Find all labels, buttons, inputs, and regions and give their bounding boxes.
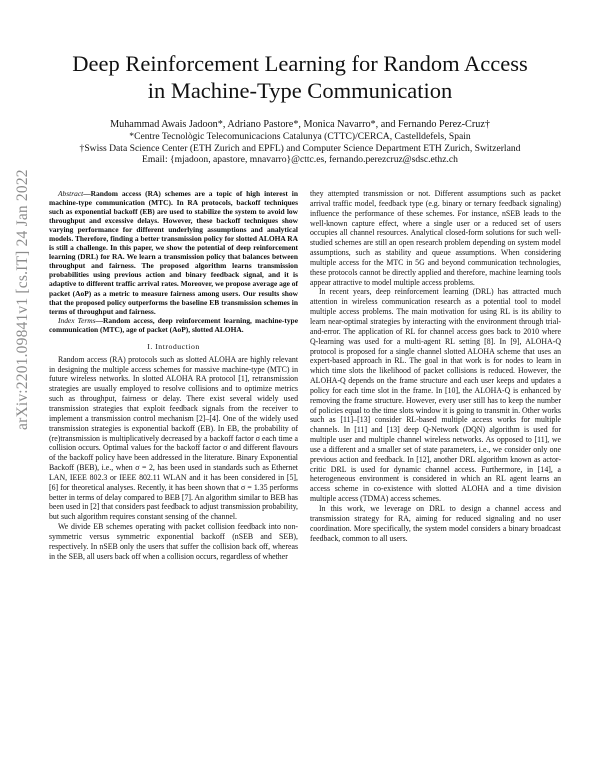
abstract-text: —Random access (RA) schemes are a topic of high interest in machine-type communication (MTC). In RA protocols, backoff techniques such as exponential backoff (EB) are used to stabilize the system to avoid low throughput and excessive delays. However, these backoff techniques show varying performance for different underlying assumptions and analytical models. Therefore, finding a better transmission policy for slotted ALOHA RA is still a challenge. In this paper, we show the potential of deep reinforcement learning (DRL) for RA. We learn a transmission policy that balances between throughput and fairness. The proposed algorithm learns transmission probabilities using previous action and binary feedback signal, and it is adaptive to different traffic arrival rates. Moreover, we propose average age of packet (AoP) as a metric to measure fairness among users. Our results show that the proposed policy outperforms the baseline EB transmission schemes in terms of throughput and fairness. bbox=[49, 189, 298, 316]
author-block bbox=[40, 118, 560, 166]
right-column bbox=[310, 189, 561, 543]
index-terms-label: Index Terms bbox=[58, 315, 96, 325]
abstract bbox=[49, 189, 298, 316]
index-terms bbox=[49, 316, 298, 334]
right-paragraph-2: In recent years, deep reinforcement learning (DRL) has attracted much attention in wireless communication research as a potential tool to model multiple access problems. The main motivation for using RL is its ability to learn near-optimal strategies by interacting with the environment through trial-and-error. The application of RL for channel access goes back to 2010 where Q-learning was used for a multi-agent RL setting [8]. In [9], ALOHA-Q protocol is proposed for a single channel slotted ALOHA scheme that uses an expert-based approach in RL. The goal in that work is for nodes to learn in which time slots the likelihood of packet collisions is reduced. However, the ALOHA-Q depends on the frame structure and each user keeps and updates a policy for each time slot in the frame. In [10], the ALOHA-Q is enhanced by removing the frame structure. However, every user still has to keep the number of policies equal to the time slots window it is going to transmit in. Other works such as [11]–[13] consider RL-based multiple access works for multiple channels. In [11] and [13] deep Q-Network (DQN) algorithm is used for multiple user and multiple channel wireless networks. As opposed to [11], we use a different and a smaller set of state parameters, i.e., we consider only one previous action and feedback. In [12], another DRL algorithm known as actor-critic DRL is used for dynamic channel access. Furthermore, in [14], a heterogeneous environment is considered in which an RL agent learns an access scheme in co-existence with slotted ALOHA and a time division multiple access (TDMA) access schemes. bbox=[310, 287, 561, 504]
intro-paragraph-2: We divide EB schemes operating with packet collision feedback into non-symmetric versus symmetric exponential backoff (nSEB and SEB), respectively. In nSEB only the users that suffer the collision back off, whereas in the SEB, all users back off when a collision occurs, regardless of whether bbox=[49, 522, 298, 561]
author-list: Muhammad Awais Jadoon*, Adriano Pastore*, Monica Navarro*, and Fernando Perez-Cruz† bbox=[110, 119, 490, 130]
arxiv-stamp: arXiv:2201.09841v1 [cs.IT] 24 Jan 2022 bbox=[14, 169, 31, 430]
right-paragraph-1: they attempted transmission or not. Different assumptions such as packet arrival traffic model, feedback type (e.g. binary or ternary feedback signaling) influence the performance of these schemes. For instance, nSEB leads to the well-known capture effect, where a single user or a reduced set of users occupies all channel resources. Analytical closed-form solutions for such well-studied schemes are still an open research problem depending on system model assumptions, such as stability and queue assumptions. When considering multiple access for the MTC in 5G and beyond communication technologies, these protocols cannot be directly applied and therefore, machine learning tools appear attractive to model multiple access problems. bbox=[310, 189, 561, 287]
abstract-label: Abstract bbox=[58, 189, 84, 198]
section-heading-introduction: I. Introduction bbox=[147, 341, 200, 351]
title-line-2: in Machine-Type Communication bbox=[147, 78, 453, 103]
index-terms-text: —Random access, deep reinforcement learning, machine-type communication (MTC), age of packet (AoP), slotted ALOHA. bbox=[49, 315, 298, 334]
affiliation-1: *Centre Tecnològic Telecomunicacions Catalunya (CTTC)/CERCA, Castelldefels, Spain bbox=[129, 131, 471, 142]
affiliation-2: †Swiss Data Science Center (ETH Zurich and EPFL) and Computer Science Department ETH Zurich, Switzerland bbox=[79, 142, 521, 154]
left-column bbox=[49, 189, 298, 562]
intro-paragraph-1: Random access (RA) protocols such as slotted ALOHA are highly relevant in designing the multiple access schemes for massive machine-type (MTC) in future wireless networks. In slotted ALOHA RA protocol [1], retransmission strategies are usually employed to resolve collisions and to optimize metrics such as throughput, fairness or delay. There exist several widely used transmission strategies that exploit feedback signals from the receiver to implement a transmission control mechanism [2]–[4]. One of the widely used transmission strategies is exponential backoff (EB). In EB, the probability of (re)transmission is multiplicatively decreased by a backoff factor σ each time a collision occurs. Optimal values for the backoff factor σ and different flavours of the backoff policy have been addressed in the literature. Binary Exponential Backoff (BEB), i.e., when σ = 2, has been used in standards such as Ethernet LAN, IEEE 802.3 or IEEE 802.11 WLAN and it has been considered in [5], [6] for theoretical analyses. Recently, it has been shown that σ = 1.35 performs better in terms of delay compared to BEB [7]. An algorithm similar to BEB has been used in [2] that considers past feedback to adjust transmission probability, but such algorithm requires constant sensing of the channel. bbox=[49, 354, 298, 522]
paper-title bbox=[40, 50, 560, 104]
right-paragraph-3: In this work, we leverage on DRL to design a channel access and transmission strategy for RA, aiming for reduced signaling and no user coordination. More specifically, the system model considers a binary broadcast feedback, common to all users. bbox=[310, 504, 561, 543]
author-emails: Email: {mjadoon, apastore, mnavarro}@cttc.es, fernando.perezcruz@sdsc.ethz.ch bbox=[142, 154, 458, 166]
introduction-body bbox=[49, 355, 298, 562]
title-line-1: Deep Reinforcement Learning for Random Access bbox=[72, 51, 528, 76]
